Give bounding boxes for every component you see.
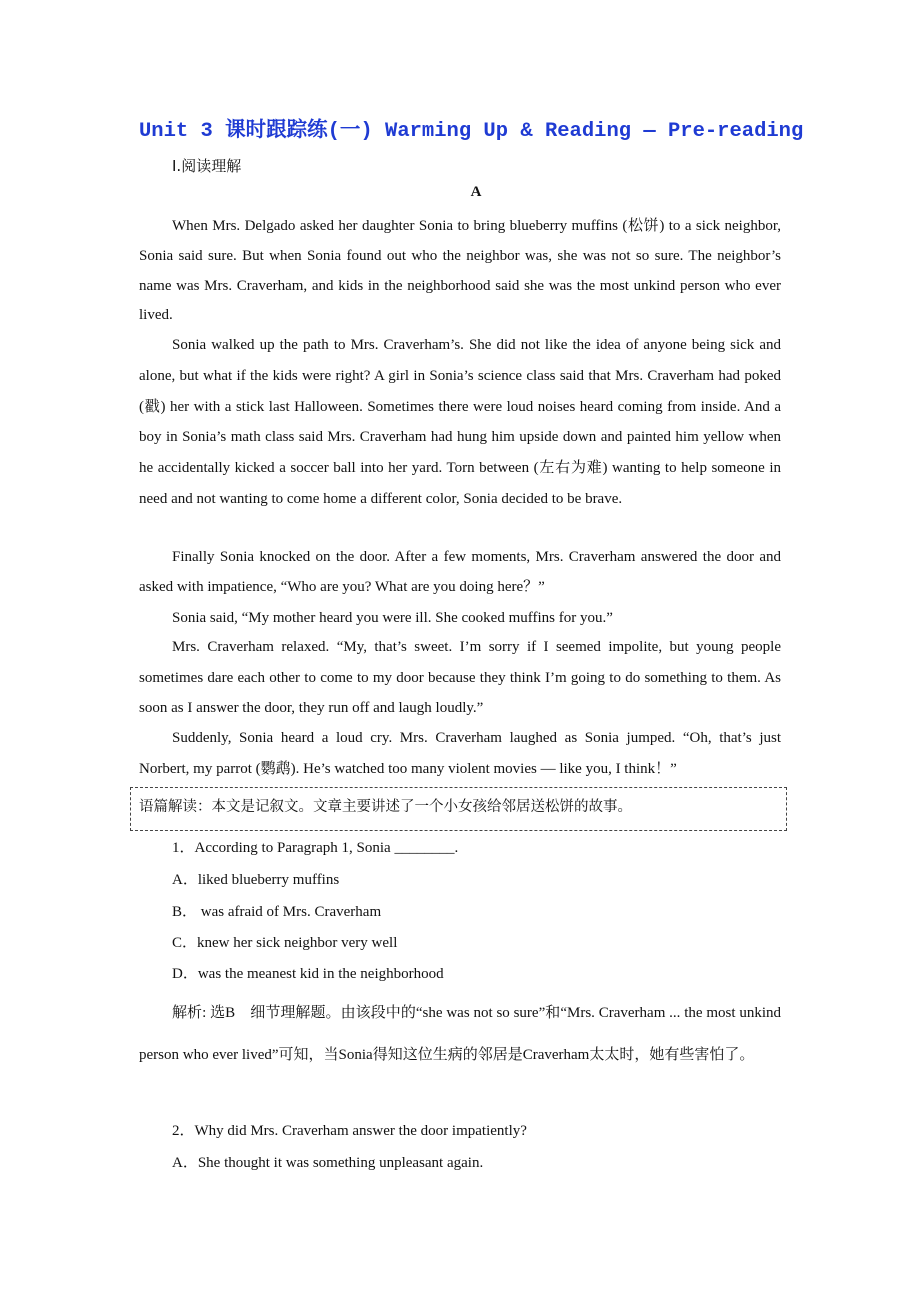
passage-paragraph-3 <box>139 543 781 602</box>
question-1-option-b: B． was afraid of Mrs. Craverham <box>172 904 382 920</box>
paragraph-text: Sonia said, “My mother heard you were ill. She cooked muffins for you.” <box>172 610 613 626</box>
question-2-option-a: A．She thought it was something unpleasant again. <box>172 1155 484 1171</box>
paragraph-text: Mrs. Craverham relaxed. “My, that’s sweet. I’m sorry if I seemed impolite, but young people sometimes dare each other to come to my door because they think I’m going to do something to them. As soon as I answer the door, they run off and laugh loudly.” <box>139 639 781 716</box>
summary-text: 语篇解读：本文是记叙文。文章主要讲述了一个小女孩给邻居送松饼的故事。 <box>139 799 632 815</box>
question-1-option-a: A．liked blueberry muffins <box>172 872 340 888</box>
question-1-option-d: D．was the meanest kid in the neighborhood <box>172 966 444 982</box>
section-label: Ⅰ.阅读理解 <box>172 157 242 175</box>
passage-paragraph-5 <box>139 632 781 724</box>
passage-letter: A <box>470 184 482 200</box>
question-1-stem: 1．According to Paragraph 1, Sonia ________. <box>172 840 459 856</box>
paragraph-text: When Mrs. Delgado asked her daughter Sonia to bring blueberry muffins (松饼) to a sick neighbor, Sonia said sure. But when Sonia found out who the neighbor was, she was not so sure. The neighbor’s name was Mrs. Craverham, and kids in the neighborhood said she was the most unkind person who ever lived. <box>139 218 781 324</box>
paragraph-text: Finally Sonia knocked on the door. After a few moments, Mrs. Craverham answered the door and asked with impatience, “Who are you? What are you doing here？” <box>139 549 781 595</box>
passage-paragraph-6 <box>139 723 781 785</box>
passage-paragraph-1 <box>139 212 781 331</box>
page-title: Unit 3 课时跟踪练(一) Warming Up & Reading — Pre-reading <box>139 120 804 143</box>
passage-paragraph-2 <box>139 330 781 515</box>
paragraph-text: Suddenly, Sonia heard a loud cry. Mrs. Craverham laughed as Sonia jumped. “Oh, that’s just Norbert, my parrot (鹦鹉). He’s watched too many violent movies — like you, I think！” <box>139 730 781 777</box>
question-2-stem: 2．Why did Mrs. Craverham answer the door impatiently? <box>172 1123 527 1139</box>
passage-paragraph-4 <box>139 603 781 633</box>
analysis-text: 解析: 选B 细节理解题。由该段中的“she was not so sure”和“Mrs. Craverham ... the most unkind person who ever lived”可知，当Sonia得知这位生病的邻居是Craverham太太时，她有些害怕了。 <box>139 1005 781 1063</box>
paragraph-text: Sonia walked up the path to Mrs. Craverham’s. She did not like the idea of anyone being sick and alone, but what if the kids were right? A girl in Sonia’s science class said that Mrs. Craverham had poked (戳) her with a stick last Halloween. Sometimes there were loud noises heard coming from inside. And a boy in Sonia’s math class said Mrs. Craverham had hung him upside down and painted him yellow when he accidentally kicked a soccer ball into her yard. Torn between (左右为难) wanting to help someone in need and not wanting to come home a different color, Sonia decided to be brave. <box>139 337 781 507</box>
question-1-option-c: C．knew her sick neighbor very well <box>172 935 398 951</box>
question-1-analysis <box>139 993 781 1076</box>
